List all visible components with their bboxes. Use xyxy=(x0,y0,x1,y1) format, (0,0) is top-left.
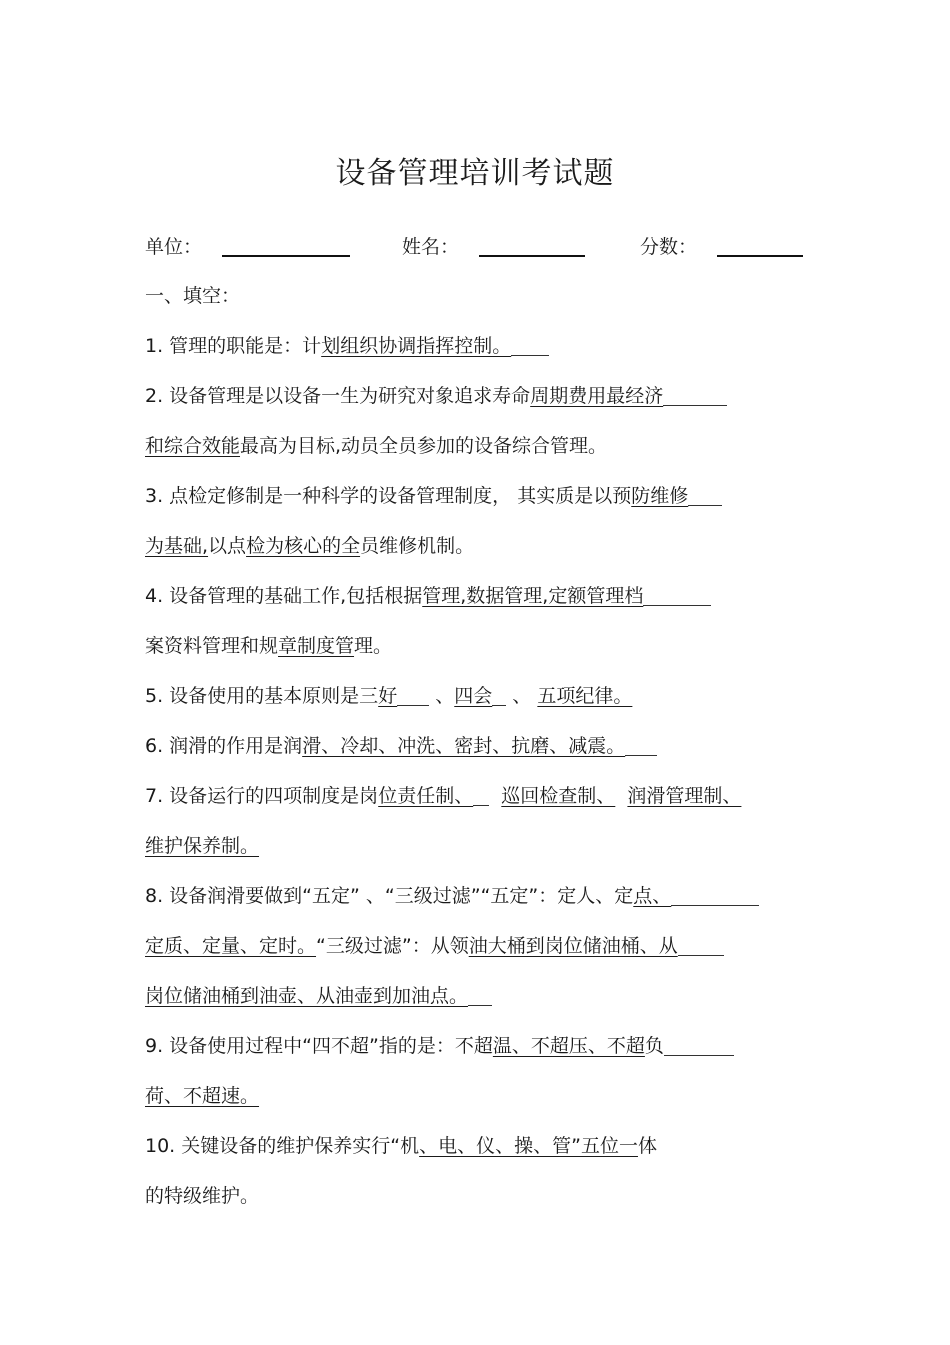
q9-answer-2: 荷、 xyxy=(145,1085,184,1107)
q8-text-2: “三级过滤”：从领 xyxy=(316,935,469,957)
question-8 xyxy=(145,882,810,910)
q2-answer-1: 周期费用最经济 xyxy=(530,385,664,407)
q10-number: 10. xyxy=(145,1135,176,1157)
name-label: 姓名： xyxy=(402,236,460,258)
q9-blank xyxy=(664,1035,734,1056)
unit-field xyxy=(145,232,350,259)
q9-answer-1: 温、不超压、不超 xyxy=(492,1035,645,1057)
score-label: 分数： xyxy=(640,236,698,258)
q2-answer-2: 和综合效能 xyxy=(145,435,241,457)
q5-sep-1: 、 xyxy=(429,685,455,707)
question-3-cont xyxy=(145,532,810,560)
name-field xyxy=(402,232,585,259)
q4-answer-1: 管理,数据管理,定额管理档 xyxy=(422,585,644,607)
q9-text-2: 负 xyxy=(644,1035,664,1057)
q10-text-2: 体 xyxy=(637,1135,657,1157)
question-3 xyxy=(145,482,810,510)
question-8-cont xyxy=(145,932,810,960)
question-7 xyxy=(145,782,810,810)
score-input[interactable] xyxy=(717,235,803,257)
q3-blank xyxy=(688,485,722,506)
question-1 xyxy=(145,332,810,360)
q4-answer-2: 章制度管 xyxy=(278,635,355,657)
q9-text: 设备使用过程中“四不超”指的是：不超 xyxy=(163,1035,493,1057)
q5-answer-2: 四会 xyxy=(454,685,493,707)
q6-blank xyxy=(625,735,657,756)
q5-sep-2: 、 xyxy=(506,685,538,707)
q3-answer-3: 检为核心的全 xyxy=(246,535,361,557)
q3-text: 点检定修制是一种科学的设备管理制度， 其实质是以预 xyxy=(163,485,632,507)
q2-text: 设备管理是以设备一生为研究对象追求寿命 xyxy=(163,385,531,407)
question-4 xyxy=(145,582,810,610)
q3-answer-1: 防维修 xyxy=(631,485,689,507)
question-4-cont xyxy=(145,632,810,660)
q8-answer-2: 定质、定量、定时。 xyxy=(145,935,317,957)
q7-number: 7. xyxy=(145,785,164,807)
q6-answer: 滑、冷却、冲洗、密封、抗磨、减震。 xyxy=(302,735,626,757)
q8-text: 设备润滑要做到“五定” 、“三级过滤”“五定”：定人、定 xyxy=(163,885,634,907)
q4-text: 设备管理的基础工作,包括根据 xyxy=(163,585,423,607)
q7-answer-4: 维护保养制。 xyxy=(145,835,260,857)
q8-blank-1 xyxy=(671,885,759,906)
q4-text-3: 理。 xyxy=(354,635,393,657)
name-input[interactable] xyxy=(479,235,585,257)
q5-answer-3: 五项纪律。 xyxy=(537,685,633,707)
q9-answer-3: 不超速。 xyxy=(183,1085,260,1107)
q1-blank xyxy=(511,335,549,356)
q10-answer: 、电、仪、操、管”五位一 xyxy=(419,1135,638,1157)
q4-blank xyxy=(643,585,711,606)
q7-answer-3: 润滑管理制、 xyxy=(627,785,742,807)
q1-answer: 划组织协调指挥控制。 xyxy=(321,335,512,357)
question-5 xyxy=(145,682,810,710)
question-7-cont xyxy=(145,832,810,860)
page-title: 设备管理培训考试题 xyxy=(335,156,615,191)
q3-text-2: 以点 xyxy=(208,535,247,557)
section-heading: 一、填空： xyxy=(145,285,241,307)
q8-blank-3 xyxy=(468,985,492,1006)
q8-number: 8. xyxy=(145,885,164,907)
q3-answer-2: 为基础, xyxy=(145,535,209,557)
q8-answer-3: 油大桶到岗位储油桶、从 xyxy=(468,935,678,957)
q5-number: 5. xyxy=(145,685,164,707)
q10-text: 关键设备的维护保养实行“机 xyxy=(175,1135,420,1157)
question-8-cont-2 xyxy=(145,982,810,1010)
q1-text: 管理的职能是：计 xyxy=(163,335,322,357)
q5-blank-2 xyxy=(492,685,506,706)
q2-number: 2. xyxy=(145,385,164,407)
q4-number: 4. xyxy=(145,585,164,607)
q1-number: 1. xyxy=(145,335,164,357)
q10-text-3: 的特级维护。 xyxy=(145,1185,260,1207)
q9-number: 9. xyxy=(145,1035,164,1057)
q2-text-2: 最高为目标,动员全员参加的设备综合管理。 xyxy=(240,435,608,457)
question-9 xyxy=(145,1032,810,1060)
q6-number: 6. xyxy=(145,735,164,757)
question-6 xyxy=(145,732,810,760)
q8-blank-2 xyxy=(678,935,724,956)
q5-blank-1 xyxy=(397,685,429,706)
q8-answer-4: 岗位储油桶到油壶、从油壶到加油点。 xyxy=(145,985,469,1007)
unit-label: 单位： xyxy=(145,236,203,258)
q4-text-2: 案资料管理和规 xyxy=(145,635,279,657)
q6-text: 润滑的作用是润 xyxy=(163,735,303,757)
q7-text: 设备运行的四项制度是岗 xyxy=(163,785,379,807)
question-2 xyxy=(145,382,810,410)
q7-answer-2: 巡回检查制、 xyxy=(501,785,616,807)
unit-input[interactable] xyxy=(222,235,350,257)
question-10-cont xyxy=(145,1182,810,1210)
q2-blank xyxy=(663,385,727,406)
q7-blank xyxy=(473,785,489,806)
q7-answer-1: 位责任制、 xyxy=(378,785,474,807)
q5-answer-1: 好 xyxy=(378,685,398,707)
q3-number: 3. xyxy=(145,485,164,507)
question-2-cont xyxy=(145,432,810,460)
q5-text: 设备使用的基本原则是三 xyxy=(163,685,379,707)
q8-answer-1: 点、 xyxy=(633,885,672,907)
question-9-cont xyxy=(145,1082,810,1110)
q3-text-3: 员维修机制。 xyxy=(360,535,475,557)
question-10 xyxy=(145,1132,810,1160)
score-field xyxy=(640,232,803,259)
